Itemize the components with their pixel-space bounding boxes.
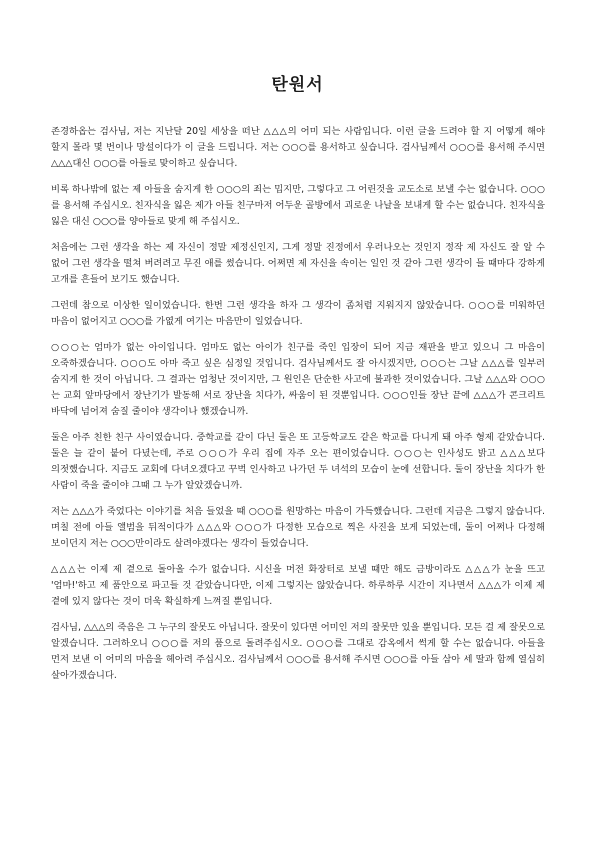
- paragraph: 존경하옵는 검사님, 저는 지난달 20일 세상을 떠난 △△△의 어미 되는 사람입니다. 이런 글을 드려야 할 지 어떻게 해야 할지 몰라 몇 번이나 망설이다가 이 글을 드립니다. 저는 ○○○를 용서하고 싶습니다. 검사님께서 ○○○를 용서해 주시면 △△△대신 ○○○를 아들로 맞이하고 싶습니다.: [51, 126, 545, 169]
- paragraph: 그런데 참으로 이상한 일이었습니다. 한번 그런 생각을 하자 그 생각이 좀처럼 지워지지 않았습니다. ○○○를 미워하던 마음이 없어지고 ○○○를 가엾게 여기는 마음만이 일었습니다.: [51, 300, 545, 327]
- paragraph: ○○○는 엄마가 없는 아이입니다. 엄마도 없는 아이가 친구를 죽인 입장이 되어 지금 재판을 받고 있으니 그 마음이 오죽하겠습니다. ○○○도 아마 죽고 싶은 심정일 것입니다. 검사님께서도 잘 아시겠지만, ○○○는 그날 △△△를 일부러 숨지게 한 것이 아닙니다. 그 결과는 엄청난 것이지만, 그 원인은 단순한 사고에 불과한 것이었습니다. 그날 △△△와 ○○○는 교회 앞마당에서 장난기가 발동해 서로 장난을 치다가, 싸움이 된 것뿐입니다. ○○○인들 장난 끝에 △△△가 콘크리트 바닥에 넘어져 숨질 줄이야 생각이나 했겠습니까.: [51, 342, 545, 417]
- document-title: 탄원서: [271, 75, 324, 95]
- paragraph: 저는 △△△가 죽었다는 이야기를 처음 들었을 때 ○○○를 원망하는 마음이 가득했습니다. 그런데 지금은 그렇지 않습니다. 며칠 전에 아들 앨범을 뒤적이다가 △△△와 ○○○가 다정한 모습으로 찍은 사진을 보게 되었는데, 둘이 어쩌나 다정해 보이던지 저는 ○○○만이라도 살려야겠다는 생각이 들었습니다.: [51, 506, 545, 549]
- paragraph: 비록 하나밖에 없는 제 아들을 숨지게 한 ○○○의 죄는 밉지만, 그렇다고 그 어린것을 교도소로 보낼 수는 없습니다. ○○○를 용서해 주십시오. 친자식을 잃은 제가 아들 친구마저 어두운 골방에서 괴로운 나날을 보내게 할 수는 없습니다. 친자식을 잃은 대신 ○○○를 양아들로 맞게 해 주십시오.: [51, 184, 545, 227]
- document-body: [51, 124, 545, 694]
- paragraph: △△△는 이제 제 곁으로 돌아올 수가 없습니다. 시신을 머전 화장터로 보낼 때만 해도 금방이라도 △△△가 눈을 뜨고 '엄마!'하고 제 품안으로 파고들 것 같았습니다만, 이제 그렇지는 않았습니다. 하루하루 시간이 지나면서 △△△가 이제 제 곁에 있지 않다는 것이 더욱 확실하게 느껴질 뿐입니다.: [51, 564, 545, 607]
- paragraph: 둘은 아주 친한 친구 사이였습니다. 중학교를 같이 다닌 둘은 또 고등학교도 같은 학교를 다니게 돼 아주 형제 같았습니다. 둘은 늘 같이 붙어 다녔는데, 주로 ○○○가 우리 집에 자주 오는 편이었습니다. ○○○는 인사성도 밝고 △△△보다 의젓했습니다. 지금도 교회에 다녀오겠다고 꾸벅 인사하고 나가던 두 녀석의 모습이 눈에 선합니다. 둘이 장난을 치다가 한 사람이 죽을 줄이야 그때 그 누가 알았겠습니까.: [51, 432, 545, 491]
- paragraph: 검사님, △△△의 죽음은 그 누구의 잘못도 아닙니다. 잘못이 있다면 어미인 저의 잘못만 있을 뿐입니다. 모든 걸 제 잘못으로 알겠습니다. 그러하오니 ○○○를 저의 품으로 돌려주십시오. ○○○를 그대로 감옥에서 썩게 할 수는 없습니다. 아들을 먼저 보낸 이 어미의 마음을 헤아려 주십시오. 검사님께서 ○○○를 용서해 주시면 ○○○를 아들 삼아 세 딸과 함께 열심히 살아가겠습니다.: [51, 622, 545, 681]
- paragraph: 처음에는 그런 생각을 하는 제 자신이 정말 제정신인지, 그게 정말 진정에서 우러나오는 것인지 정작 제 자신도 잘 알 수 없어 그런 생각을 떨쳐 버려려고 무진 애를 썼습니다. 어쩌면 제 자신을 속이는 일인 것 같아 그런 생각이 들 때마다 강하게 고개를 흔들어 보기도 했습니다.: [51, 242, 545, 285]
